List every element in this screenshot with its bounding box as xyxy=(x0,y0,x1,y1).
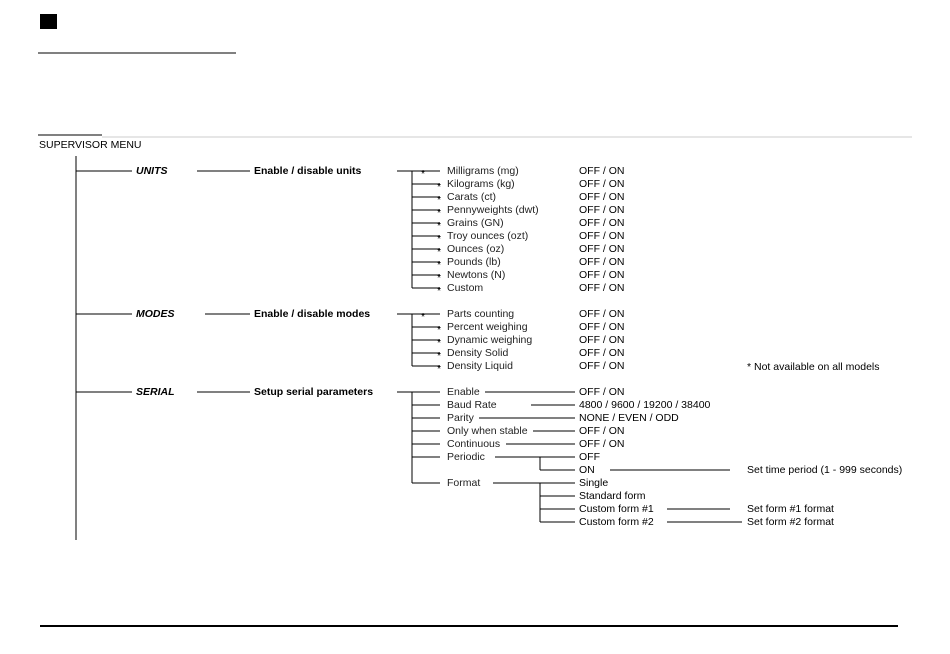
serial-item-value: OFF / ON xyxy=(579,425,625,437)
modes-action: Enable / disable modes xyxy=(254,308,371,320)
serial-item-value: NONE / EVEN / ODD xyxy=(579,412,679,424)
item-marker-star: * xyxy=(437,233,442,245)
item-value: OFF / ON xyxy=(579,191,625,203)
item-value: OFF / ON xyxy=(579,321,625,333)
item-marker-star: * xyxy=(421,168,426,180)
availability-note: * Not available on all models xyxy=(747,361,880,373)
item-marker-star: * xyxy=(437,259,442,271)
item-marker-star: * xyxy=(421,311,426,323)
item-name: Grains (GN) xyxy=(447,217,504,229)
serial-item-value: OFF / ON xyxy=(579,438,625,450)
serial-label: SERIAL xyxy=(136,386,175,398)
item-value: OFF / ON xyxy=(579,256,625,268)
item-value: OFF / ON xyxy=(579,217,625,229)
periodic-on-option: ON xyxy=(579,464,595,476)
item-value: OFF / ON xyxy=(579,178,625,190)
header-marker xyxy=(40,14,57,29)
item-name: Custom xyxy=(447,282,484,294)
item-marker-star: * xyxy=(437,285,442,297)
serial-item-name: Periodic xyxy=(447,451,485,463)
item-value: OFF / ON xyxy=(579,165,625,177)
item-marker-star: * xyxy=(437,337,442,349)
item-name: Ounces (oz) xyxy=(447,243,505,255)
item-marker-star: * xyxy=(437,194,442,206)
item-marker-star: * xyxy=(437,350,442,362)
serial-item-name: Continuous xyxy=(447,438,501,450)
item-marker-star: * xyxy=(437,207,442,219)
serial-item-name: Format xyxy=(447,477,481,489)
serial-item-name: Parity xyxy=(447,412,474,424)
menu-title: SUPERVISOR MENU xyxy=(39,139,142,151)
item-name: Dynamic weighing xyxy=(447,334,533,346)
serial-item-name: Baud Rate xyxy=(447,399,497,411)
item-name: Parts counting xyxy=(447,308,515,320)
item-name: Density Solid xyxy=(447,347,509,359)
item-name: Percent weighing xyxy=(447,321,528,333)
item-value: OFF / ON xyxy=(579,230,625,242)
item-marker-star: * xyxy=(437,246,442,258)
item-name: Milligrams (mg) xyxy=(447,165,519,177)
serial-item-value: OFF xyxy=(579,451,600,463)
item-name: Kilograms (kg) xyxy=(447,178,515,190)
item-value: OFF / ON xyxy=(579,243,625,255)
item-marker-star: * xyxy=(437,272,442,284)
serial-item-value: OFF / ON xyxy=(579,386,625,398)
serial-action: Setup serial parameters xyxy=(254,386,374,398)
item-value: OFF / ON xyxy=(579,308,625,320)
item-name: Troy ounces (ozt) xyxy=(447,230,529,242)
item-name: Pennyweights (dwt) xyxy=(447,204,539,216)
item-value: OFF / ON xyxy=(579,269,625,281)
item-name: Carats (ct) xyxy=(447,191,497,203)
item-name: Pounds (lb) xyxy=(447,256,501,268)
item-value: OFF / ON xyxy=(579,282,625,294)
modes-label: MODES xyxy=(136,308,175,320)
item-value: OFF / ON xyxy=(579,347,625,359)
units-action: Enable / disable units xyxy=(254,165,362,177)
serial-item-value: 4800 / 9600 / 19200 / 38400 xyxy=(579,399,711,411)
format-option-custom1: Custom form #1 xyxy=(579,503,654,515)
item-value: OFF / ON xyxy=(579,334,625,346)
periodic-on-note: Set time period (1 - 999 seconds) xyxy=(747,464,903,476)
item-marker-star: * xyxy=(437,363,442,375)
serial-item-name: Only when stable xyxy=(447,425,528,437)
item-value: OFF / ON xyxy=(579,360,625,372)
item-marker-star: * xyxy=(437,181,442,193)
item-value: OFF / ON xyxy=(579,204,625,216)
custom1-note: Set form #1 format xyxy=(747,503,834,515)
custom2-note: Set form #2 format xyxy=(747,516,834,528)
serial-item-name: Enable xyxy=(447,386,480,398)
serial-item-value: Single xyxy=(579,477,609,489)
units-label: UNITS xyxy=(136,165,168,177)
item-name: Newtons (N) xyxy=(447,269,506,281)
format-option-custom2: Custom form #2 xyxy=(579,516,654,528)
item-name: Density Liquid xyxy=(447,360,513,372)
format-option-standard: Standard form xyxy=(579,490,646,502)
item-marker-star: * xyxy=(437,324,442,336)
item-marker-star: * xyxy=(437,220,442,232)
